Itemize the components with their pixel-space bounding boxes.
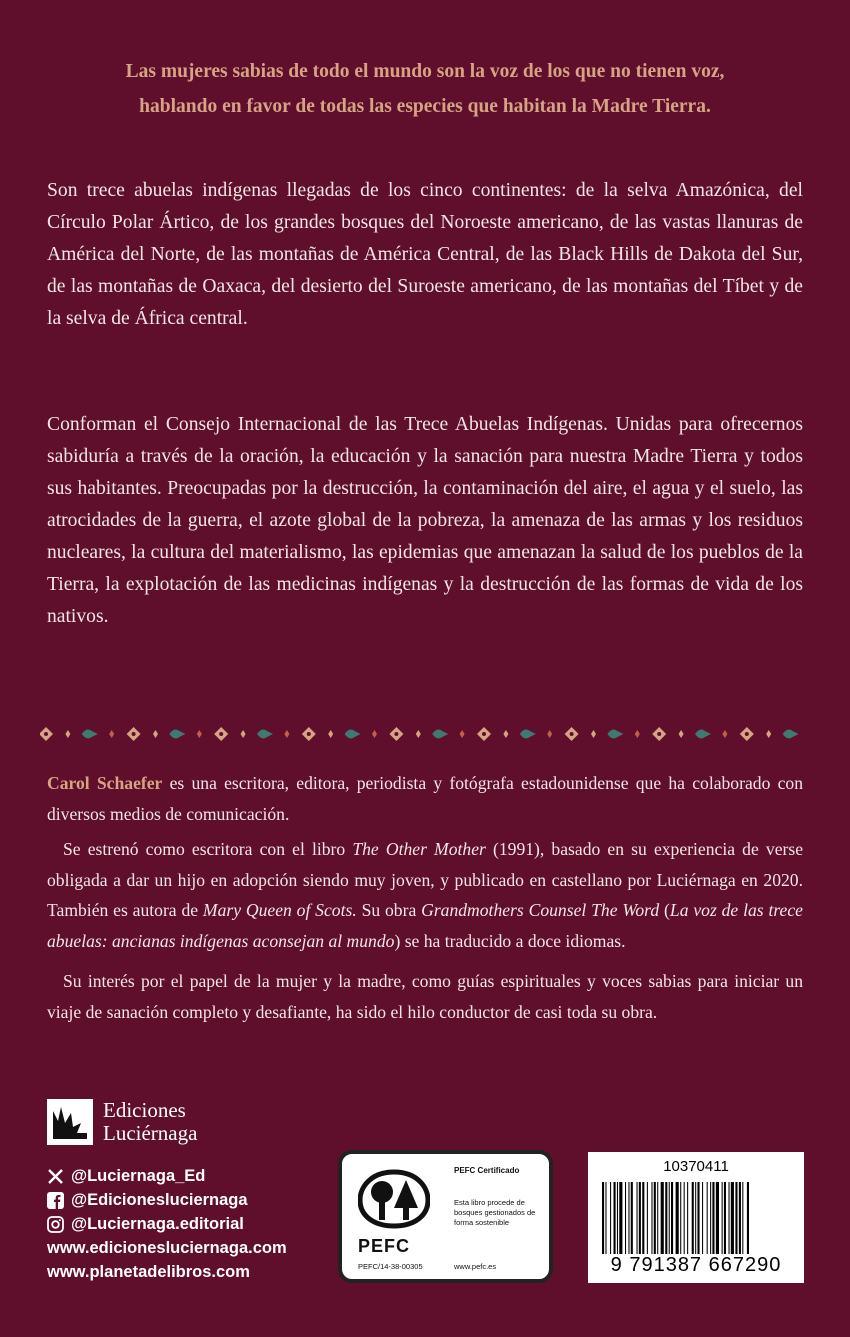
barcode-bar (739, 1182, 741, 1254)
quote-line-1: Las mujeres sabias de todo el mundo son la voz de los que no tienen voz, (125, 61, 725, 82)
barcode-bar (661, 1182, 664, 1254)
barcode-bar (729, 1182, 730, 1254)
ornament-leaf (169, 730, 185, 739)
x-icon (47, 1168, 64, 1185)
publisher-name (103, 1099, 197, 1145)
quote-line-2: hablando en favor de todas las especies que habitan la Madre Tierra. (139, 96, 711, 117)
bio-paragraph-2 (47, 834, 803, 956)
ornament-leaf (520, 730, 536, 739)
paragraph-consejo: Conforman el Consejo Internacional de las Trece Abuelas Indígenas. Unidas para ofrecernos sabiduría a través de la oración, la educación y la sanación para nuestra Madre Tierra y todos sus habitantes. Preocupadas por la destrucción, la contaminación del aire, el agua y el suelo, las atrocidades de la guerra, el azote global de la pobreza, la amenaza de las armas y los residuos nucleares, la cultura del materialismo, las epidemias que amenazan la salud de los pueblos de la Tierra, la explotación de las medicinas indígenas y la destrucción de las formas de vida de los nativos. (47, 414, 803, 627)
ornament-dot (372, 730, 377, 738)
bio-text: es una escritora, editora, periodista y fotógrafa estadounidense que ha colaborado con diversos medios de comunicación. (47, 773, 803, 824)
barcode-bar (651, 1182, 652, 1254)
barcode-bar (625, 1182, 626, 1254)
barcode-bar (712, 1182, 714, 1254)
paragraph-abuelas: Son trece abuelas indígenas llegadas de los cinco continentes: de la selva Amazónica, del Círculo Polar Ártico, de los grandes bosques del Noroeste americano, de las vastas llanuras de América del Norte, de las montañas de América Central, de las Black Hills de Dakota del Sur, de las montañas de Oaxaca, del desierto del Suroeste americano, de las montañas del Tíbet y de la selva de África central. (47, 180, 803, 329)
bio-paragraph-1 (47, 768, 803, 829)
social-handle: @Luciernaga_Ed (71, 1167, 206, 1185)
barcode-bar (687, 1182, 688, 1254)
barcode-isbn: 9 791387 667290 (610, 1254, 782, 1276)
barcode-bar (684, 1182, 685, 1254)
website-link[interactable] (47, 1236, 287, 1260)
ornament-flower (652, 727, 666, 741)
barcode-bar (735, 1182, 737, 1254)
ornament-flower (389, 727, 403, 741)
social-links (47, 1164, 287, 1284)
barcode-bar (610, 1182, 611, 1254)
barcode-bar (628, 1182, 629, 1254)
barcode-bar (647, 1182, 648, 1254)
pefc-cert-title: PEFC Certificado (454, 1166, 520, 1175)
social-handle: @Luciernaga.editorial (71, 1215, 244, 1233)
barcode-bar (707, 1182, 708, 1254)
ornament-flower (40, 727, 53, 741)
social-facebook[interactable] (47, 1188, 287, 1212)
ornament-flower (565, 727, 579, 741)
publisher-logo (47, 1098, 197, 1146)
instagram-icon (47, 1216, 64, 1233)
pefc-trees-icon (358, 1168, 430, 1230)
bio-text: (1991), basado en su experiencia de verse obligada a dar un hijo en adopción siendo muy joven, y publicado en castellano por Luciérnaga en 2020. También es autora de (47, 839, 804, 920)
pefc-url: www.pefc.es (454, 1262, 497, 1271)
ornament-flower (302, 727, 316, 741)
book-title: Grandmothers Counsel The Word (421, 900, 660, 920)
barcode-bar (631, 1182, 633, 1254)
barcode-bar (602, 1182, 604, 1254)
ornament-dot (241, 730, 246, 738)
website-url: www.planetadelibros.com (47, 1263, 250, 1281)
isbn-barcode (588, 1152, 804, 1283)
barcode-bar (639, 1182, 641, 1254)
pefc-code: PEFC/14-38-00305 (358, 1262, 423, 1271)
pefc-description: Esta libro procede de bosques gestionados de forma sostenible (454, 1198, 536, 1227)
barcode-bar (654, 1182, 656, 1254)
barcode-bar (671, 1182, 673, 1254)
bio-text: Se estrenó como escritora con el libro (63, 839, 353, 859)
ornament-dot (460, 730, 465, 738)
bio-text: ) se ha traducido a doce idiomas. (394, 930, 626, 951)
ornament-flower (740, 727, 754, 741)
ornament-leaf (432, 730, 448, 739)
barcode-bar (716, 1182, 719, 1254)
barcode-bar (731, 1182, 734, 1254)
book-title: La voz de las trece abuelas: ancianas indígenas aconsejan al mundo (47, 900, 803, 951)
barcode-bar (614, 1182, 616, 1254)
barcode-bar (676, 1182, 679, 1254)
barcode-bars (602, 1182, 790, 1254)
pefc-certification (338, 1150, 553, 1283)
publisher-name-line-2: Luciérnaga (103, 1121, 198, 1145)
ornament-flower (127, 727, 141, 741)
barcode-bar (710, 1182, 711, 1254)
barcode-bar (617, 1182, 618, 1254)
ornament-dot (635, 730, 640, 738)
ornament-dot (65, 730, 70, 738)
barcode-internal-number: 10370411 (663, 1158, 729, 1175)
blurb-quote (40, 54, 810, 124)
barcode-bar (669, 1182, 670, 1254)
ornament-leaf (695, 730, 711, 739)
barcode-bar (747, 1182, 749, 1254)
ornament-dot (284, 730, 289, 738)
barcode-bar (695, 1182, 696, 1254)
book-title: Mary Queen of Scots. (202, 900, 357, 920)
facebook-icon (47, 1192, 64, 1209)
ornament-dot (416, 730, 421, 738)
barcode-bar (642, 1182, 644, 1254)
ornament-leaf (82, 730, 98, 739)
ornament-dot (503, 730, 508, 738)
book-title: The Other Mother (352, 839, 486, 859)
ornament-dot (197, 730, 202, 738)
author-name: Carol Schaefer (47, 773, 163, 793)
ornament-dot (591, 730, 596, 738)
barcode-bar (722, 1182, 723, 1254)
barcode-bar (692, 1182, 694, 1254)
website-link[interactable] (47, 1260, 287, 1284)
firefly-logo-icon (47, 1099, 93, 1145)
barcode-bar (605, 1182, 606, 1254)
ornament-flower (214, 727, 228, 741)
ornament-leaf (607, 730, 623, 739)
ornament-flower (477, 727, 491, 741)
ornament-leaf (345, 730, 361, 739)
ornament-leaf (783, 730, 799, 739)
ornament-divider (40, 722, 810, 746)
barcode-bar (697, 1182, 699, 1254)
bio-text: Su obra (356, 900, 422, 920)
barcode-bar (619, 1182, 622, 1254)
pefc-brand: PEFC (358, 1236, 411, 1256)
ornament-dot (328, 730, 333, 738)
bio-paragraph-3: Su interés por el papel de la mujer y la madre, como guías espirituales y voces sabias para iniciar un viaje de sanación completo y desafiante, ha sido el hilo conductor de casi toda su obra. (47, 971, 803, 1022)
bio-text: ( (659, 900, 670, 920)
ornament-dot (722, 730, 727, 738)
website-url: www.edicionesluciernaga.com (47, 1239, 287, 1257)
social-x[interactable] (47, 1164, 287, 1188)
barcode-bar (742, 1182, 743, 1254)
publisher-name-line-1: Ediciones (103, 1098, 186, 1122)
barcode-bar (637, 1182, 638, 1254)
social-instagram[interactable] (47, 1212, 287, 1236)
barcode-bar (724, 1182, 726, 1254)
barcode-bar (702, 1182, 703, 1254)
ornament-dot (109, 730, 114, 738)
barcode-bar (680, 1182, 681, 1254)
ornament-leaf (257, 730, 273, 739)
ornament-dot (679, 730, 684, 738)
social-handle: @Edicionesluciernaga (71, 1191, 248, 1209)
barcode-bar (665, 1182, 667, 1254)
ornament-dot (153, 730, 158, 738)
barcode-bar (657, 1182, 658, 1254)
ornament-dot (766, 730, 771, 738)
ornament-dot (547, 730, 552, 738)
